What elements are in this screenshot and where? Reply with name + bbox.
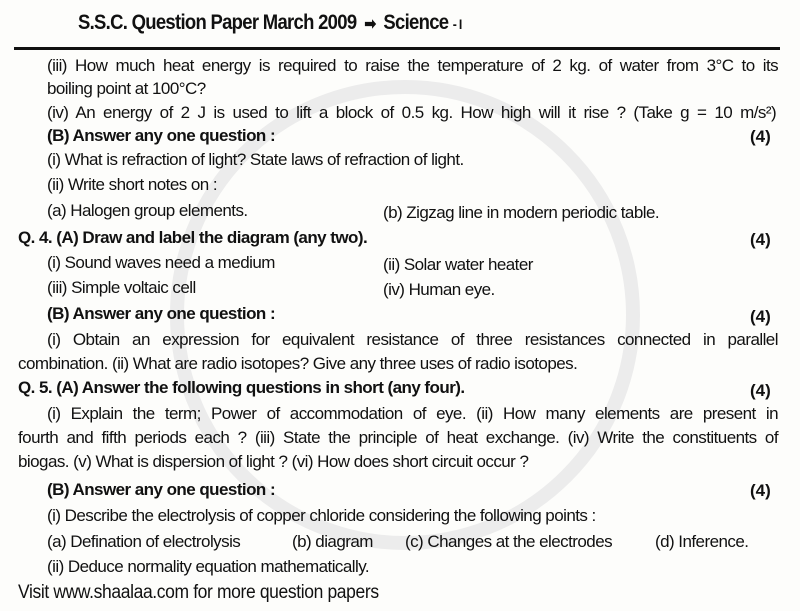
section-heading: (B) Answer any one question : — [47, 304, 276, 323]
question-text: (b) Zigzag line in modern periodic table. — [383, 203, 660, 222]
header-title: S.S.C. Question Paper March 2009 — [78, 11, 357, 34]
footer-link-text: Visit www.shaalaa.com for more question papers — [18, 582, 379, 603]
question-text: (i) Explain the term; Power of accommodation of eye. (ii) How many elements are present in — [47, 404, 779, 423]
question-text: (a) Halogen group elements. — [47, 201, 248, 220]
header-part: - I — [452, 16, 462, 32]
question-text: (i) Describe the electrolysis of copper chloride considering the following points : — [47, 506, 596, 525]
header-subject: Science — [383, 11, 449, 34]
section-heading: (B) Answer any one question : — [47, 480, 276, 499]
section-heading: (B) Answer any one question : — [47, 126, 276, 145]
question-heading: Q. 4. (A) Draw and label the diagram (any two). — [18, 228, 368, 247]
question-text: (b) diagram — [292, 532, 373, 551]
question-text: (ii) Write short notes on : — [47, 175, 218, 194]
question-text: combination. (ii) What are radio isotopes? Give any three uses of radio isotopes. — [18, 354, 578, 373]
question-text: (i) Sound waves need a medium — [47, 253, 275, 272]
question-text: (ii) Solar water heater — [383, 255, 533, 274]
question-text: (i) What is refraction of light? State laws of refraction of light. — [47, 150, 464, 169]
marks: (4) — [750, 481, 771, 500]
question-text: (ii) Deduce normality equation mathematically. — [47, 557, 370, 576]
marks: (4) — [750, 230, 771, 249]
question-text: (a) Defination of electrolysis — [47, 532, 241, 551]
page-header — [78, 11, 462, 35]
question-text: (c) Changes at the electrodes — [405, 532, 613, 551]
marks: (4) — [750, 307, 771, 326]
question-text: (iii) How much heat energy is required to raise the temperature of 2 kg. of water from 3°C to its — [47, 56, 779, 75]
header-rule — [14, 47, 780, 50]
arrow-icon: ➡ — [364, 16, 376, 33]
marks: (4) — [750, 381, 771, 400]
question-text: (iii) Simple voltaic cell — [47, 278, 196, 297]
question-heading: Q. 5. (A) Answer the following questions in short (any four). — [18, 378, 465, 397]
question-text: biogas. (v) What is dispersion of light ? (vi) How does short circuit occur ? — [18, 452, 529, 471]
question-text: (i) Obtain an expression for equivalent resistance of three resistances connected in parallel — [47, 330, 778, 349]
question-text: (iv) Human eye. — [383, 280, 495, 299]
marks: (4) — [750, 127, 771, 146]
question-text: (d) Inference. — [655, 532, 749, 551]
question-text: fourth and fifth periods each ? (iii) State the principle of heat exchange. (iv) Write the constituents of — [18, 428, 779, 447]
question-text: (iv) An energy of 2 J is used to lift a block of 0.5 kg. How high will it rise ? (Take g = 10 m/s²) — [47, 103, 777, 122]
question-text: boiling point at 100°C? — [47, 79, 206, 98]
